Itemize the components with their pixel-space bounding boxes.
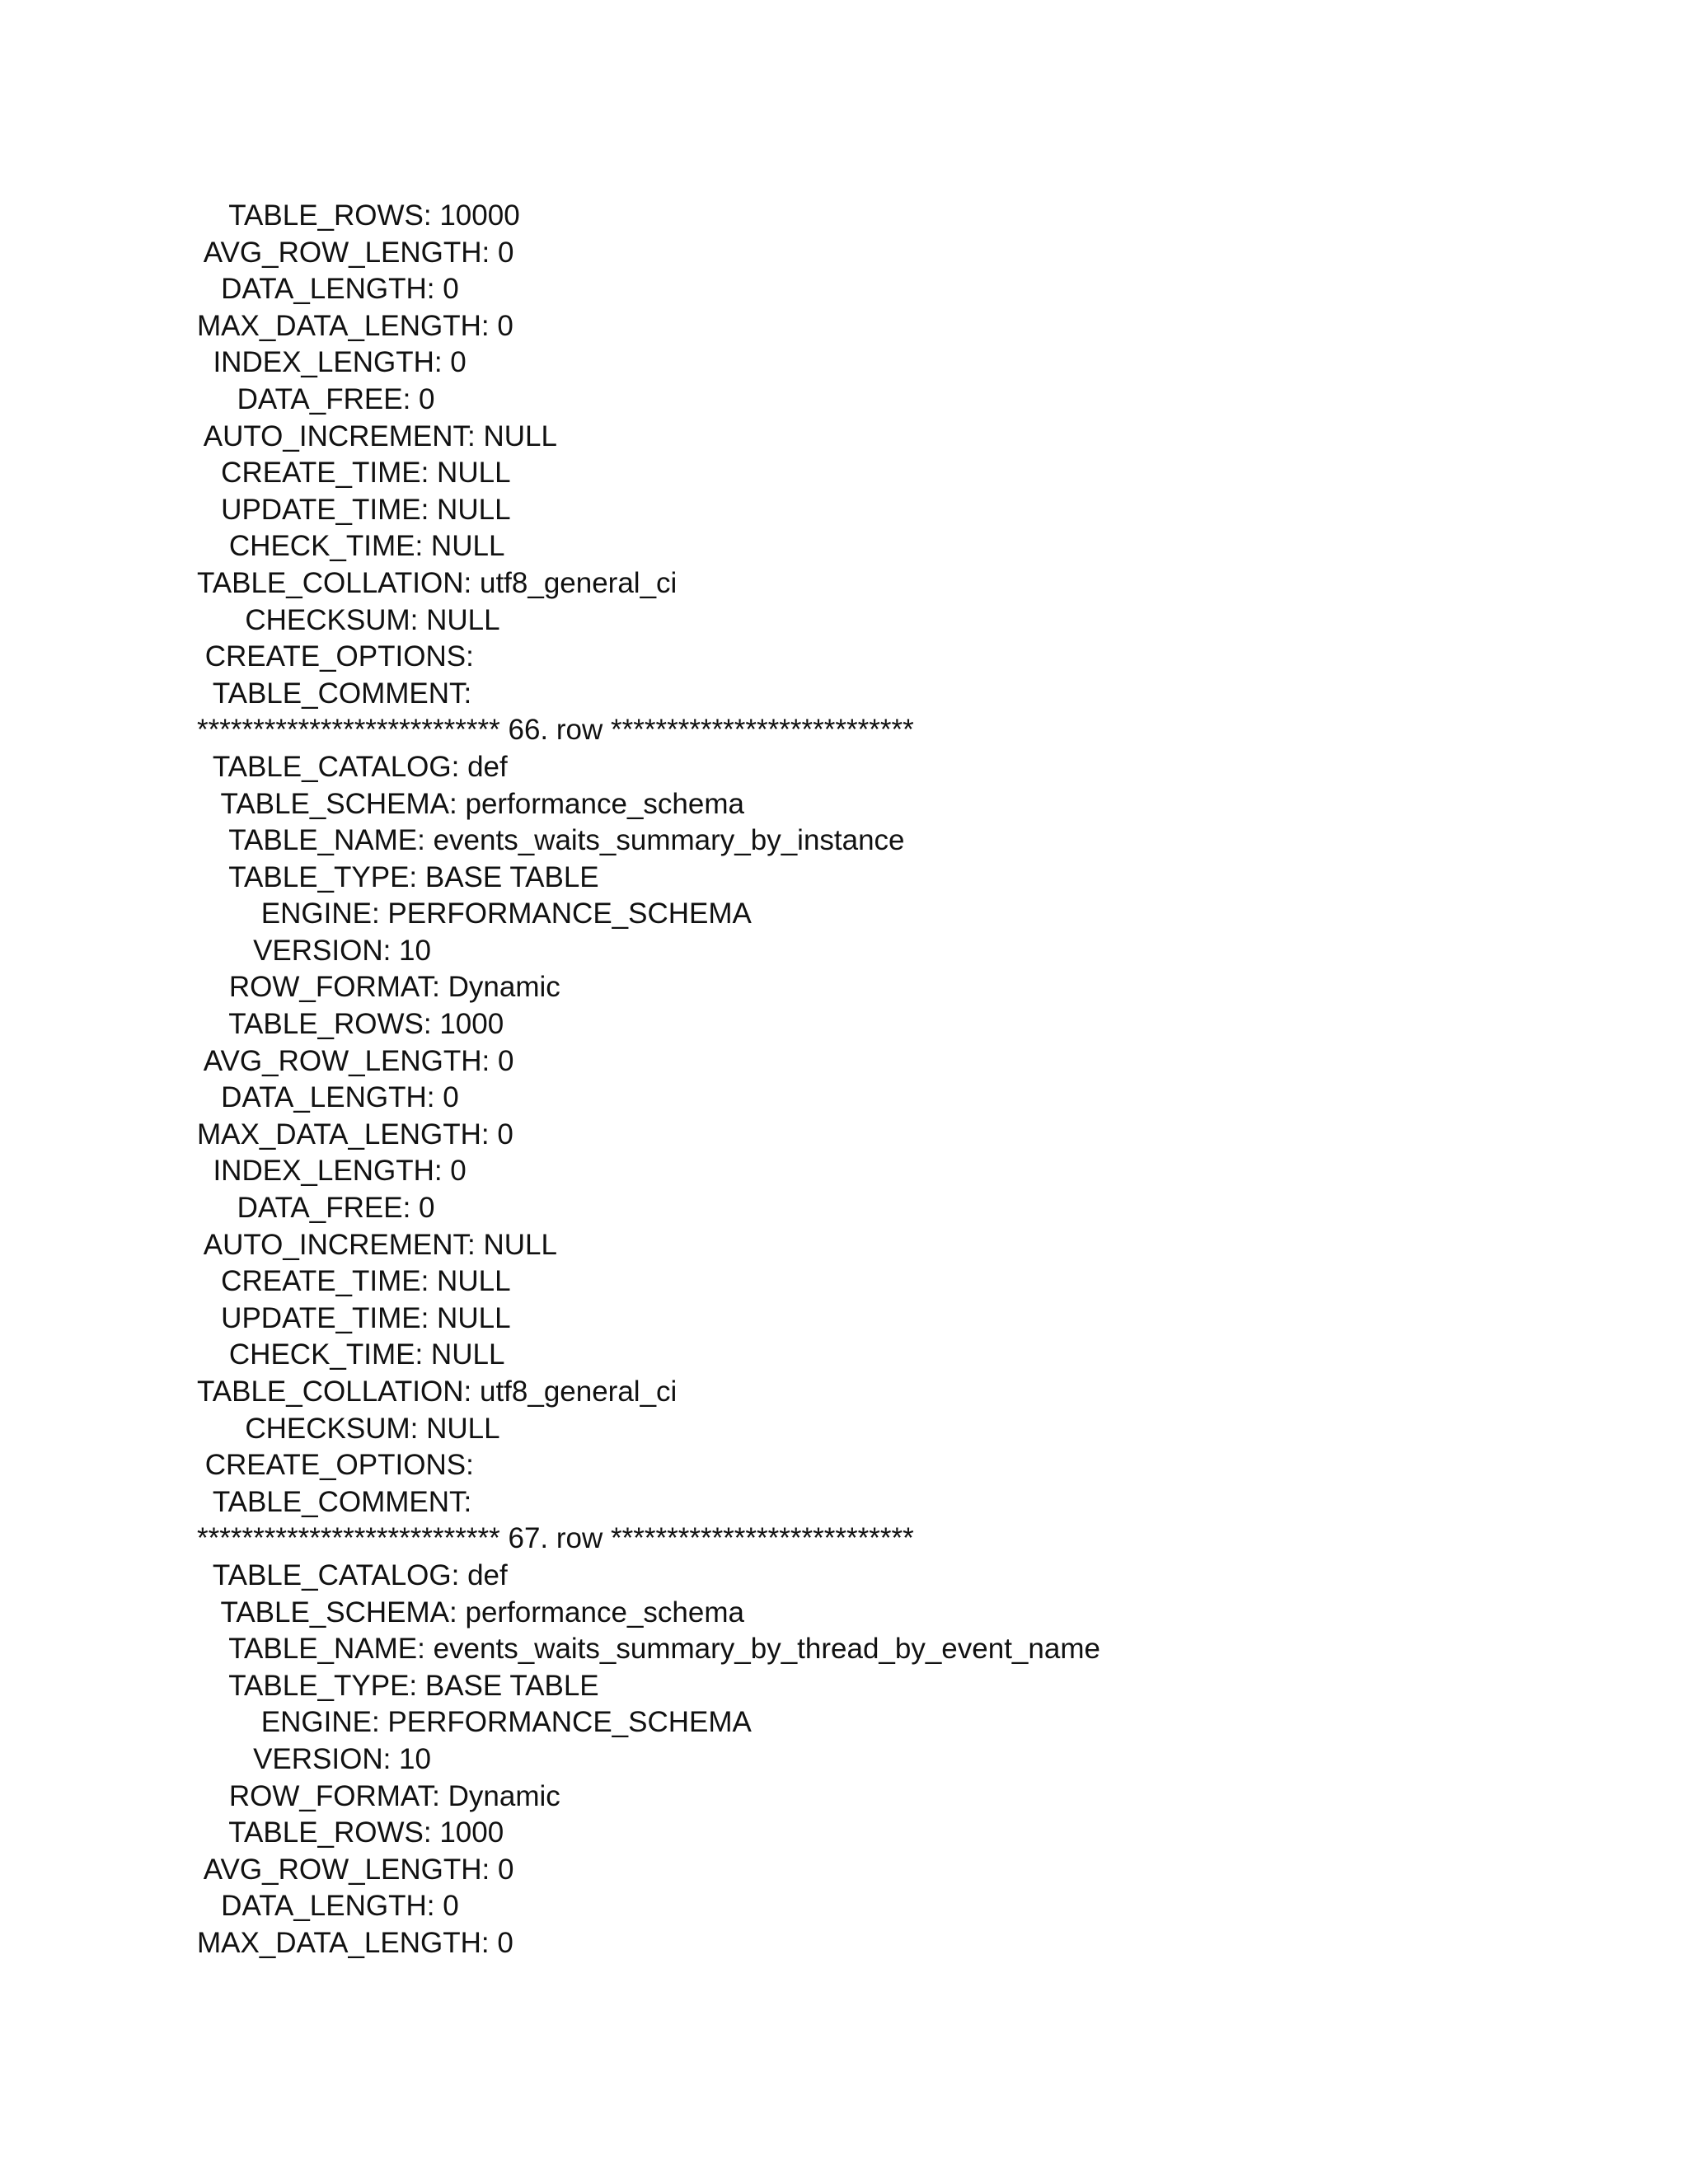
field-line: DATA_FREE: 0 [197, 382, 435, 415]
field-line: MAX_DATA_LENGTH: 0 [197, 1926, 513, 1959]
field-line: TABLE_NAME: events_waits_summary_by_thread_by_event_name [197, 1633, 1100, 1666]
field-line: DATA_FREE: 0 [197, 1192, 435, 1225]
field-line: TABLE_ROWS: 10000 [197, 199, 520, 232]
field-line: TABLE_COLLATION: utf8_general_ci [197, 1376, 678, 1408]
field-line: TABLE_ROWS: 1000 [197, 1816, 504, 1849]
field-line: TABLE_TYPE: BASE TABLE [197, 860, 599, 893]
field-line: CREATE_OPTIONS: [197, 640, 474, 673]
field-line: DATA_LENGTH: 0 [197, 1890, 459, 1923]
field-line: CHECKSUM: NULL [197, 1412, 500, 1445]
field-line: TABLE_CATALOG: def [197, 1558, 508, 1591]
field-line: AVG_ROW_LENGTH: 0 [197, 236, 514, 269]
field-line: VERSION: 10 [197, 1742, 431, 1775]
field-line: TABLE_TYPE: BASE TABLE [197, 1669, 599, 1702]
field-line: ROW_FORMAT: Dynamic [197, 971, 560, 1004]
field-line: TABLE_NAME: events_waits_summary_by_instance [197, 824, 905, 857]
field-line: TABLE_SCHEMA: performance_schema [197, 1596, 744, 1629]
row-separator: *************************** 66. row *************************** [197, 714, 914, 747]
field-line: TABLE_COMMENT: [197, 677, 472, 710]
field-line: AUTO_INCREMENT: NULL [197, 419, 557, 452]
field-line: CHECK_TIME: NULL [197, 530, 505, 563]
field-line: MAX_DATA_LENGTH: 0 [197, 309, 513, 342]
field-line: TABLE_COLLATION: utf8_general_ci [197, 566, 678, 599]
field-line: TABLE_COMMENT: [197, 1485, 472, 1518]
query-output-text [197, 198, 1100, 1962]
field-line: AVG_ROW_LENGTH: 0 [197, 1044, 514, 1077]
field-line: TABLE_SCHEMA: performance_schema [197, 787, 744, 820]
field-line: TABLE_CATALOG: def [197, 750, 508, 783]
field-line: DATA_LENGTH: 0 [197, 1081, 459, 1114]
field-line: UPDATE_TIME: NULL [197, 493, 511, 526]
field-line: CHECK_TIME: NULL [197, 1338, 505, 1371]
field-line: MAX_DATA_LENGTH: 0 [197, 1118, 513, 1151]
field-line: ENGINE: PERFORMANCE_SCHEMA [197, 1706, 752, 1739]
field-line: INDEX_LENGTH: 0 [197, 1155, 467, 1188]
field-line: ROW_FORMAT: Dynamic [197, 1779, 560, 1812]
field-line: UPDATE_TIME: NULL [197, 1301, 511, 1334]
field-line: INDEX_LENGTH: 0 [197, 346, 467, 379]
field-line: AVG_ROW_LENGTH: 0 [197, 1853, 514, 1886]
field-line: CREATE_OPTIONS: [197, 1449, 474, 1482]
field-line: ENGINE: PERFORMANCE_SCHEMA [197, 898, 752, 930]
field-line: TABLE_ROWS: 1000 [197, 1008, 504, 1041]
field-line: CREATE_TIME: NULL [197, 1265, 511, 1298]
field-line: AUTO_INCREMENT: NULL [197, 1228, 557, 1261]
field-line: VERSION: 10 [197, 934, 431, 967]
row-separator: *************************** 67. row *************************** [197, 1522, 914, 1555]
field-line: CHECKSUM: NULL [197, 603, 500, 636]
field-line: CREATE_TIME: NULL [197, 457, 511, 490]
field-line: DATA_LENGTH: 0 [197, 273, 459, 306]
